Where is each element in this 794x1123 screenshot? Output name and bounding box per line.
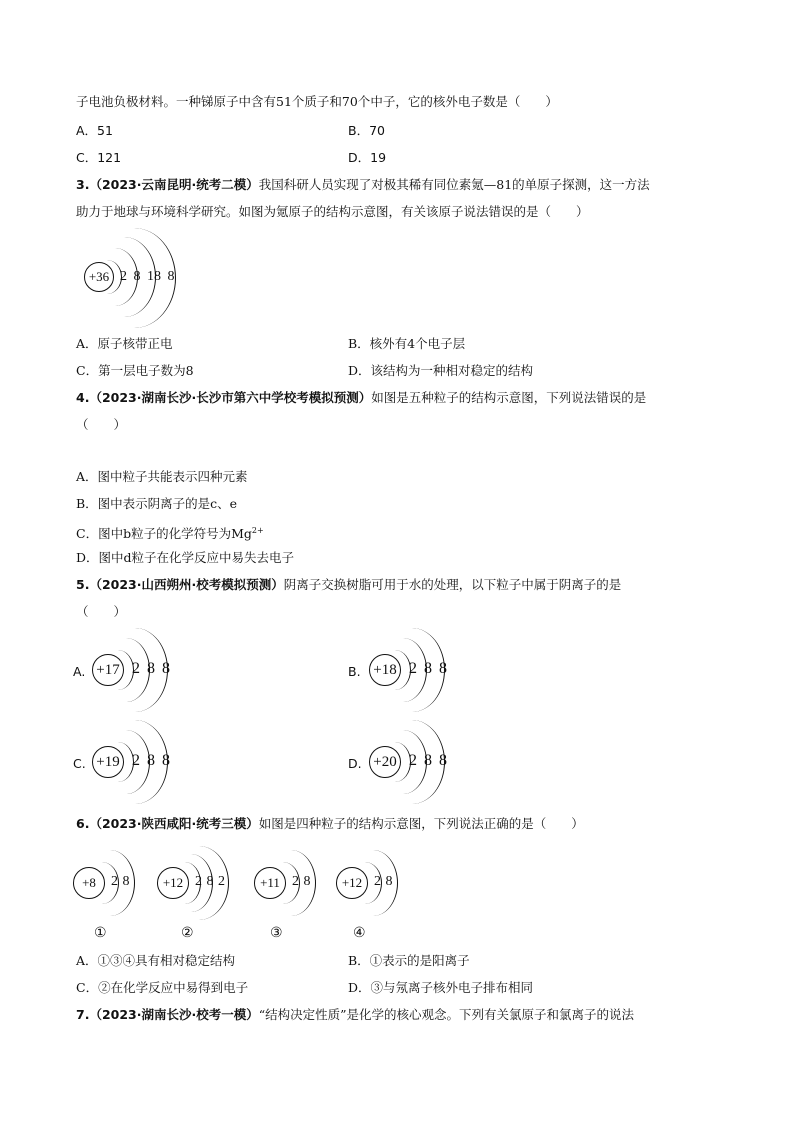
electron-numbers: 2 8 8	[132, 660, 170, 677]
krypton-atom-diagram	[84, 232, 194, 328]
nucleus-circle: +17	[92, 654, 124, 686]
q3-option-c: C．第一层电子数为8	[76, 363, 194, 378]
electron-numbers: 2 8	[292, 874, 311, 889]
q3-option-b: B．核外有4个电子层	[348, 336, 466, 351]
q6-particle-3-diagram	[254, 848, 334, 918]
q5-option-a-label: A.	[73, 664, 86, 679]
q7-stem: “结构决定性质”是化学的核心观念。下列有关氯原子和氯离子的说法	[258, 1007, 635, 1022]
q5-option-d-label: D.	[348, 756, 362, 771]
q3-stem-line2: 助力于地球与环境科学研究。如图为氪原子的结构示意图，有关该原子说法错误的是（ ）	[76, 204, 589, 219]
q4-option-c-text: C．图中b粒子的化学符号为Mg	[76, 526, 252, 542]
q6-particle-1-diagram	[73, 848, 153, 918]
q6-stem: 如图是四种粒子的结构示意图，下列说法正确的是（ ）	[258, 816, 584, 831]
q7-stem-line1	[76, 1007, 634, 1023]
q5-option-c-diagram	[92, 720, 182, 804]
q6-option-a: A．①③④具有相对稳定结构	[76, 953, 236, 968]
q4-stem: 如图是五种粒子的结构示意图，下列说法错误的是	[371, 390, 647, 405]
q4-option-c	[76, 523, 264, 542]
q5-stem-line1	[76, 577, 621, 593]
q2-option-d: D．19	[348, 150, 387, 165]
electron-numbers: 2 8 8	[132, 752, 170, 769]
q5-option-d-diagram	[369, 720, 459, 804]
q5-stem: 阴离子交换树脂可用于水的处理，以下粒子中属于阴离子的是	[283, 577, 622, 592]
q5-option-b-diagram	[369, 628, 459, 712]
nucleus-circle: +19	[92, 746, 124, 778]
q3-option-d: D．该结构为一种相对稳定的结构	[348, 363, 534, 378]
q5-option-a-diagram	[92, 628, 182, 712]
electron-numbers: 2 8 8	[409, 752, 447, 769]
electron-numbers: 2 8	[111, 874, 130, 889]
q4-option-a: A．图中粒子共能表示四种元素	[76, 469, 248, 484]
q2-stem-tail: 子电池负极材料。一种锑原子中含有51个质子和70个中子，它的核外电子数是（ ）	[76, 94, 558, 109]
q4-option-d: D．图中d粒子在化学反应中易失去电子	[76, 550, 295, 565]
q6-option-c: C．②在化学反应中易得到电子	[76, 980, 249, 995]
nucleus-circle: +18	[369, 654, 401, 686]
q6-particle-2-diagram	[157, 848, 247, 918]
electron-numbers: 2 8 18 8	[120, 269, 175, 284]
q4-stem-line2: （ ）	[76, 417, 127, 432]
q6-source: 6.（2023·陕西咸阳·统考三模）	[76, 816, 259, 831]
q6-particle-3-number: ③	[270, 926, 283, 941]
nucleus-circle: +8	[73, 867, 105, 899]
q3-stem: 我国科研人员实现了对极其稀有同位素氪—81的单原子探测，这一方法	[258, 177, 650, 192]
q2-option-a: A．51	[76, 123, 113, 138]
q5-source: 5.（2023·山西朔州·校考模拟预测）	[76, 577, 284, 592]
q6-particle-1-number: ①	[94, 926, 107, 941]
q3-option-a: A．原子核带正电	[76, 336, 173, 351]
q4-option-b: B．图中表示阴离子的是c、e	[76, 496, 238, 511]
nucleus-circle: +12	[336, 867, 368, 899]
electron-numbers: 2 8 2	[195, 874, 225, 889]
q6-particle-2-number: ②	[181, 926, 194, 941]
q5-option-c-label: C.	[73, 756, 86, 771]
q3-source: 3.（2023·云南昆明·统考二模）	[76, 177, 259, 192]
q3-stem-line1	[76, 177, 650, 193]
electron-numbers: 2 8 8	[409, 660, 447, 677]
nucleus-circle: +36	[84, 262, 114, 292]
q6-stem-line1	[76, 816, 584, 832]
q4-source: 4.（2023·湖南长沙·长沙市第六中学校考模拟预测）	[76, 390, 372, 405]
nucleus-circle: +11	[254, 867, 286, 899]
q7-source: 7.（2023·湖南长沙·校考一模）	[76, 1007, 259, 1022]
nucleus-circle: +12	[157, 867, 189, 899]
q2-option-c: C．121	[76, 150, 122, 165]
q2-option-b: B．70	[348, 123, 385, 138]
q5-stem-line2: （ ）	[76, 604, 127, 619]
q4-stem-line1	[76, 390, 646, 406]
q5-option-b-label: B.	[348, 664, 361, 679]
q6-particle-4-number: ④	[353, 926, 366, 941]
charge-superscript: 2+	[251, 526, 264, 535]
nucleus-circle: +20	[369, 746, 401, 778]
electron-numbers: 2 8	[374, 874, 393, 889]
q6-option-d: D．③与氖离子核外电子排布相同	[348, 980, 534, 995]
q6-particle-4-diagram	[336, 848, 416, 918]
q6-option-b: B．①表示的是阳离子	[348, 953, 470, 968]
